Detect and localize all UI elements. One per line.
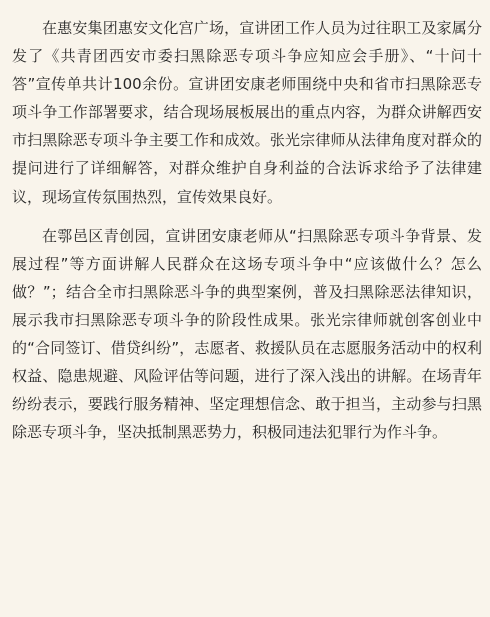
paragraph-huyi-youth-park: 在鄠邑区青创园，宣讲团安康老师从“扫黑除恶专项斗争背景、发展过程”等方面讲解人民群众在这场专项斗争中“应该做什么？怎么做？”；结合全市扫黑除恶斗争的典型案例，普及扫黑除恶法律知识，展示我市扫黑除恶专项斗争的阶段性成果。张光宗律师就创客创业中的“合同签订、借贷纠纷”，志愿者、救援队员在志愿服务活动中的权利权益、隐患规避、风险评估等问题，进行了深入浅出的讲解。在场青年纷纷表示，要践行服务精神、坚定理想信念、敢于担当，主动参与扫黑除恶专项斗争，坚决抵制黑恶势力，积极同违法犯罪行为作斗争。	[12, 226, 482, 442]
paragraph-huian-square: 在惠安集团惠安文化宫广场，宣讲团工作人员为过往职工及家属分发了《共青团西安市委扫黑除恶专项斗争应知应会手册》、“十问十答”宣传单共计100余份。宣讲团安康老师围绕中央和省市扫黑除恶专项斗争工作部署要求，结合现场展板展出的重点内容，为群众讲解西安市扫黑除恶专项斗争主要工作和成效。张光宗律师从法律角度对群众的提问进行了详细解答，对群众维护自身利益的合法诉求给予了法律建议，现场宣传氛围热烈，宣传效果良好。	[12, 19, 482, 206]
